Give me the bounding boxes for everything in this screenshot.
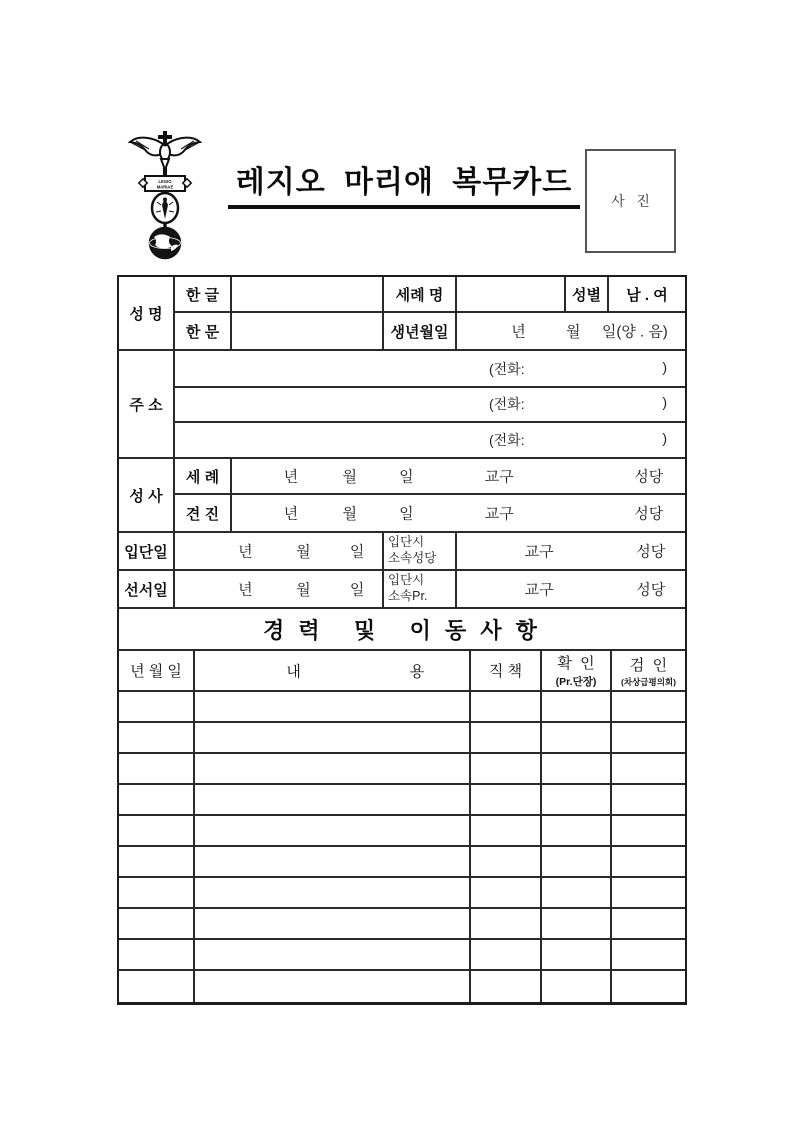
at-enrollment-line2: 소속Pr. (388, 589, 428, 603)
career-section-title: 경 력 및 이 동 사 항 (119, 609, 685, 651)
name-section (119, 277, 685, 351)
career-empty-cell (471, 878, 542, 907)
svg-text:LEGIO: LEGIO (158, 179, 172, 184)
confirmation-row (175, 495, 685, 531)
career-empty-row (119, 971, 685, 1002)
diocese-placeholder: 교구 (524, 581, 554, 599)
career-empty-cell (195, 816, 471, 845)
phone-label: (전화: (489, 396, 525, 413)
career-empty-cell (471, 785, 542, 814)
career-empty-cell (119, 909, 195, 938)
baptismal-name-label: 세례 명 (384, 277, 457, 311)
enrollment-date-field (175, 533, 384, 569)
career-empty-row (119, 816, 685, 847)
career-empty-cell (195, 847, 471, 876)
career-empty-cell (612, 816, 685, 845)
name-hanja-row (175, 313, 685, 349)
birth-year-placeholder: 년 (511, 323, 526, 341)
baptismal-name-field (457, 277, 566, 311)
career-empty-cell (542, 909, 612, 938)
enrollment-date-label: 입단일 (119, 533, 175, 569)
gender-value: 남 . 여 (626, 286, 668, 304)
phone-label: (전화: (489, 431, 525, 448)
day-placeholder: 일 (399, 468, 414, 486)
career-empty-cell (119, 971, 195, 1002)
at-enrollment-line1: 입단시 (388, 573, 425, 588)
phone-close-paren: ) (662, 429, 667, 446)
birth-month-placeholder: 월 (566, 323, 581, 341)
confirmation-detail-field (232, 495, 685, 531)
career-header-content: 내 용 (195, 651, 471, 690)
career-empty-cell (195, 692, 471, 721)
career-empty-cell (542, 816, 612, 845)
career-header-position: 직 책 (471, 651, 542, 690)
day-placeholder: 일 (399, 505, 414, 523)
career-empty-row (119, 878, 685, 909)
career-empty-row (119, 723, 685, 754)
phone-close-paren: ) (662, 394, 667, 411)
hangul-value-field (232, 277, 384, 311)
career-empty-cell (471, 754, 542, 783)
month-placeholder: 월 (296, 581, 311, 599)
address-row (175, 388, 685, 422)
parish-placeholder: 성당 (636, 543, 666, 561)
career-empty-cell (612, 940, 685, 969)
career-empty-cell (542, 878, 612, 907)
career-empty-cell (195, 971, 471, 1002)
at-enrollment-line2: 소속성당 (388, 551, 437, 565)
phone-close-paren: ) (662, 358, 667, 375)
confirmation-label: 견 진 (175, 495, 232, 531)
career-empty-cell (612, 723, 685, 752)
hanja-value-field (232, 313, 384, 349)
month-placeholder: 월 (342, 505, 358, 523)
year-placeholder: 년 (283, 505, 299, 523)
oath-date-field (175, 571, 384, 607)
career-empty-cell (612, 971, 685, 1002)
career-empty-cell (471, 692, 542, 721)
career-empty-cell (195, 723, 471, 752)
address-row (175, 351, 685, 388)
career-empty-cell (471, 847, 542, 876)
baptism-detail-field (232, 459, 685, 493)
career-empty-cell (612, 847, 685, 876)
career-empty-cell (195, 785, 471, 814)
sacraments-section-label: 성 사 (119, 459, 175, 531)
career-empty-cell (471, 909, 542, 938)
address-field (175, 423, 685, 457)
hanja-label: 한 문 (175, 313, 232, 349)
career-empty-row (119, 785, 685, 816)
oath-date-label: 선서일 (119, 571, 175, 607)
birthdate-label: 생년월일 (384, 313, 457, 349)
career-empty-cell (119, 847, 195, 876)
address-section-label: 주 소 (119, 351, 175, 457)
parish-placeholder: 성당 (634, 468, 664, 486)
vexillum-emblem-icon (127, 130, 203, 260)
career-empty-rows (119, 692, 685, 1002)
career-empty-cell (542, 754, 612, 783)
birthdate-field (457, 313, 685, 349)
career-empty-cell (542, 847, 612, 876)
month-placeholder: 월 (296, 543, 311, 561)
day-placeholder: 일 (349, 581, 365, 599)
praesidium-at-enrollment-label (384, 571, 457, 607)
career-empty-cell (471, 816, 542, 845)
sacraments-section (119, 459, 685, 533)
career-empty-cell (119, 878, 195, 907)
career-empty-cell (119, 940, 195, 969)
phone-label: (전화: (489, 360, 525, 377)
photo-placeholder-box (585, 149, 676, 253)
career-empty-row (119, 692, 685, 723)
parish-at-enrollment-label (384, 533, 457, 569)
address-field (175, 388, 685, 420)
hangul-label: 한 글 (175, 277, 232, 311)
career-empty-cell (195, 940, 471, 969)
career-empty-cell (612, 754, 685, 783)
career-empty-row (119, 940, 685, 971)
oath-parish-field (457, 571, 685, 607)
birth-day-placeholder: 일(양 . 음) (601, 323, 668, 341)
career-empty-cell (119, 785, 195, 814)
year-placeholder: 년 (238, 543, 253, 561)
page-title: 레지오 마리애 복무카드 (228, 163, 580, 209)
day-placeholder: 일 (349, 543, 365, 561)
career-empty-cell (471, 723, 542, 752)
parish-placeholder: 성당 (636, 581, 666, 599)
career-empty-row (119, 754, 685, 785)
address-row (175, 423, 685, 457)
career-header-seal-sub: (차상급평의회) (621, 676, 676, 687)
photo-label: 사 진 (611, 193, 650, 209)
career-empty-row (119, 847, 685, 878)
career-header-confirm-sub: (Pr.단장) (555, 676, 597, 688)
career-empty-cell (471, 971, 542, 1002)
service-card-table (117, 275, 687, 1005)
address-section (119, 351, 685, 459)
career-empty-cell (542, 940, 612, 969)
career-empty-cell (612, 785, 685, 814)
career-empty-cell (195, 878, 471, 907)
career-header-date: 년 월 일 (119, 651, 195, 690)
diocese-placeholder: 교구 (524, 543, 554, 561)
career-empty-cell (542, 692, 612, 721)
career-empty-cell (542, 785, 612, 814)
career-empty-cell (612, 909, 685, 938)
diocese-placeholder: 교구 (484, 505, 514, 523)
career-empty-cell (119, 723, 195, 752)
career-table-header (119, 651, 685, 692)
career-header-confirm: 확 인 (Pr.단장) (542, 651, 612, 690)
enrollment-date-row (119, 533, 685, 571)
at-enrollment-line1: 입단시 (388, 535, 425, 550)
year-placeholder: 년 (283, 468, 299, 486)
career-empty-cell (542, 723, 612, 752)
parish-placeholder: 성당 (634, 505, 664, 523)
gender-label: 성별 (566, 277, 609, 311)
career-empty-cell (612, 878, 685, 907)
year-placeholder: 년 (238, 581, 253, 599)
career-empty-cell (195, 909, 471, 938)
career-empty-cell (542, 971, 612, 1002)
diocese-placeholder: 교구 (484, 468, 514, 486)
baptism-row (175, 459, 685, 495)
career-empty-cell (612, 692, 685, 721)
career-empty-cell (471, 940, 542, 969)
address-field (175, 351, 685, 386)
name-section-label: 성 명 (119, 277, 175, 349)
oath-date-row (119, 571, 685, 609)
svg-text:MARIAE: MARIAE (156, 184, 174, 190)
month-placeholder: 월 (342, 468, 358, 486)
career-empty-cell (195, 754, 471, 783)
career-empty-row (119, 909, 685, 940)
name-hangul-row (175, 277, 685, 313)
career-empty-cell (119, 754, 195, 783)
career-header-seal: 검 인 (차상급평의회) (621, 656, 676, 687)
career-empty-cell (119, 816, 195, 845)
baptism-label: 세 례 (175, 459, 232, 493)
career-empty-cell (119, 692, 195, 721)
enrollment-parish-field (457, 533, 685, 569)
